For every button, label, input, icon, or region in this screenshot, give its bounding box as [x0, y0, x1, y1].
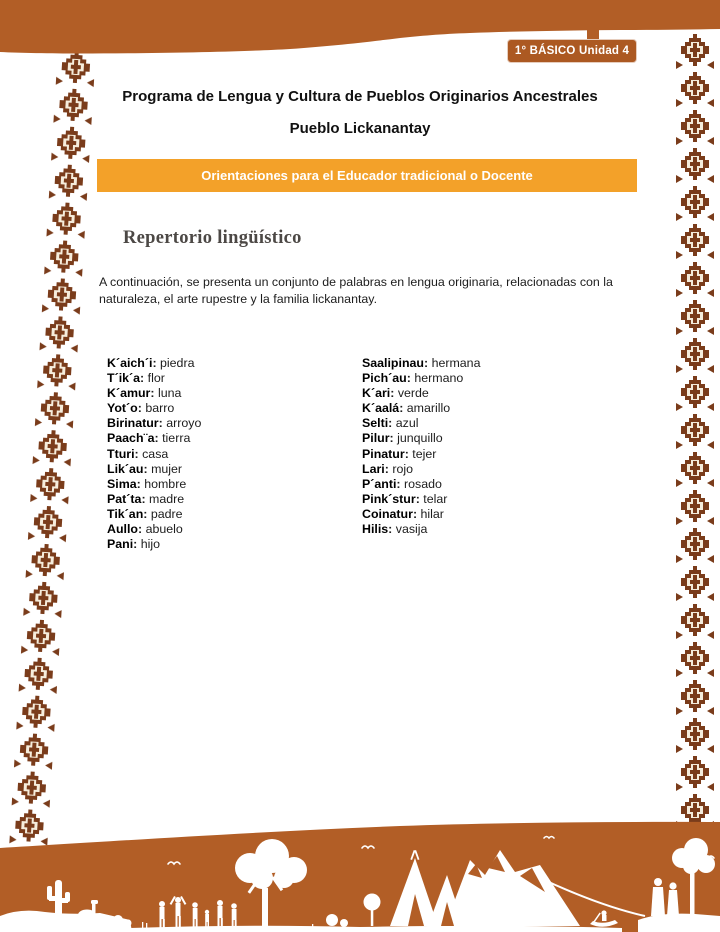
vocab-entry: Tik´an: padre [107, 506, 183, 521]
vocab-entry: K´ari: verde [362, 386, 429, 401]
vocab-entry: Paach¨a: tierra [107, 431, 191, 446]
vocab-entry: Saalipinau: hermana [362, 356, 481, 370]
shrub [125, 920, 132, 927]
vocab-entry: K´aich´i: piedra [107, 356, 195, 370]
unit-badge: 1° BÁSICO Unidad 4 [507, 39, 637, 63]
shrub [340, 919, 348, 927]
left-textile-border [6, 47, 99, 852]
vocab-entry: Tturi: casa [107, 446, 169, 461]
intro-paragraph: A continuación, se presenta un conjunto de palabras en lengua originaria, relacionadas con la naturaleza, el arte rupestre y la familia lickanantay. [99, 275, 613, 306]
grass [146, 923, 147, 929]
vocab-entry: Sima: hombre [107, 476, 187, 491]
grass [484, 922, 485, 929]
vocab-entry: Pani: hijo [107, 537, 161, 552]
right-textile-border [673, 31, 717, 823]
vocab-entry: Pich´au: hermano [362, 371, 464, 386]
vocab-entry: Aullo: abuelo [107, 522, 183, 537]
vocab-column-left [107, 356, 347, 552]
shrub [326, 914, 338, 926]
vocab-entry: Pilur: junquillo [362, 431, 443, 446]
vocab-entry: Pinatur: tejer [362, 446, 437, 461]
vocab-entry: Hilis: vasija [362, 522, 428, 537]
vocab-entry: Lari: rojo [362, 461, 413, 476]
section-heading: Repertorio lingüístico [123, 228, 302, 248]
vocab-entry: Coinatur: hilar [362, 506, 444, 521]
vocab-entry: Pink´stur: telar [362, 491, 448, 506]
vocab-entry: Birinatur: arroyo [107, 416, 202, 431]
vocab-entry: T´ik´a: flor [107, 371, 165, 386]
footer-illustration [0, 820, 720, 932]
shrub [113, 915, 123, 925]
grass [142, 922, 143, 929]
vocab-entry: Yot´o: barro [107, 401, 175, 416]
vocab-entry: Lik´au: mujer [107, 461, 183, 476]
program-title: Programa de Lengua y Cultura de Pueblos Originarios Ancestrales [122, 88, 598, 105]
vocab-entry: P´anti: rosado [362, 476, 442, 491]
vocab-entry: K´aalá: amarillo [362, 401, 451, 416]
vocab-column-right [362, 356, 612, 537]
pueblo-subtitle: Pueblo Lickanantay [289, 120, 431, 137]
vocab-entry: Selti: azul [362, 416, 419, 431]
vocab-entry: Pat´ta: madre [107, 491, 185, 506]
orientation-banner: Orientaciones para el Educador tradicional o Docente [97, 159, 637, 192]
vocab-entry: K´amur: luna [107, 386, 182, 401]
grass [312, 924, 313, 930]
